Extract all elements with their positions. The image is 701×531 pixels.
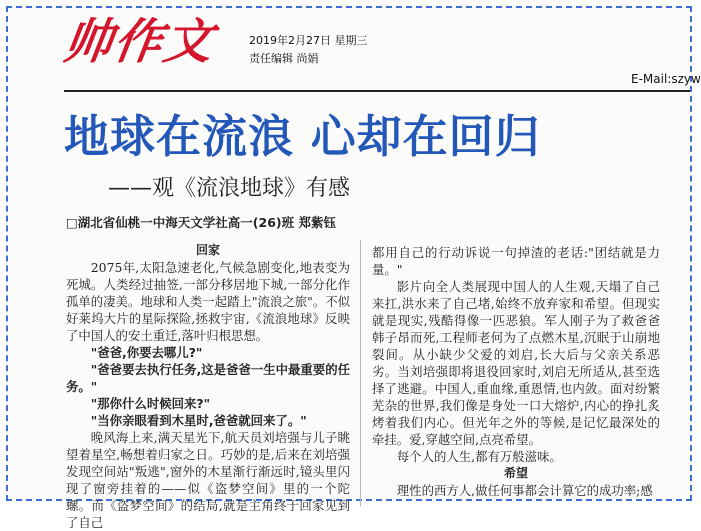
section-title-home: 回家 [195,243,220,257]
article-byline: □湖北省仙桃一中海天文学社高一(26)班 郑紫钰 [66,215,336,230]
paragraph: 影片向全人类展现中国人的人生观,天塌了自己来扛,洪水来了自己堵,始终不放弃家和希望。但现实就是现实,残酷得像一匹恶狼。军人刚子为了救爸爸韩子昂而死,工程师老何为了点燃木星,沉眠于山崩地裂间。从小缺少父爱的刘启,长大后与父亲关系恶劣。当刘培强即将退役回家时,刘启无所适从,甚至选择了逃避。中国人,重血缘,重恩情,也内敛。面对纷繁芜杂的世界,我们像是身处一口大熔炉,内心的挣扎炙烤着我们内心。但光年之外的等候,是记忆最深处的牵挂。爱,穿越空间,点亮希望。 [372,279,660,447]
paragraph: 晚风海上来,满天星光下,航天员刘培强与儿子眺望着星空,畅想着归家之日。巧妙的是,后来在刘培强发现空间站"叛逃",窗外的木星渐行渐远时,镜头里闪现了窗旁挂着的——似《盗梦空间》里的一个陀螺。而《盗梦空间》的结局,就是主角终于回家见到了自己 [66,430,350,530]
article-column-left [66,242,350,530]
masthead-logo: 帅作文 [60,14,218,70]
paragraph: 每个人的人生,都有万般滋味。 [396,449,562,464]
editor-email: E-Mail:szyw [631,72,701,86]
paragraph: 2075年,太阳急速老化,气候急剧变化,地表变为死城。人类经过抽签,一部分移居地下城,一部分化作孤单的凄美。地球和人类一起踏上"流浪之旅"。不似好莱坞大片的星际探险,拯救宇宙,《流浪地球》反映了中国人的安土重迁,落叶归根思想。 [66,260,350,343]
dialogue-line: "爸爸,你要去哪儿?" [90,345,203,360]
column-divider [360,240,361,506]
article-headline: 地球在流浪 心却在回归 [64,110,541,163]
masthead-rule [64,90,690,92]
dialogue-line: "当你亲眼看到木星时,爸爸就回来了。" [90,413,307,428]
paragraph: 都用自己的行动诉说一句掉渣的老话:"团结就是力量。" [372,245,660,277]
editor-credit: 责任编辑 尚娟 [249,52,319,65]
newspaper-page [6,6,701,530]
article-column-right [372,244,660,506]
article-subhead: ——观《流浪地球》有感 [108,176,351,201]
issue-date: 2019年2月27日 星期三 [249,34,368,47]
dialogue-line: "爸爸要去执行任务,这是爸爸一生中最重要的任务。" [66,362,350,394]
section-title-hope: 希望 [503,466,528,480]
paragraph: 理性的西方人,做任何事都会计算它的成功率;感 [396,483,653,498]
dialogue-line: "那你什么时候回来?" [90,396,211,411]
